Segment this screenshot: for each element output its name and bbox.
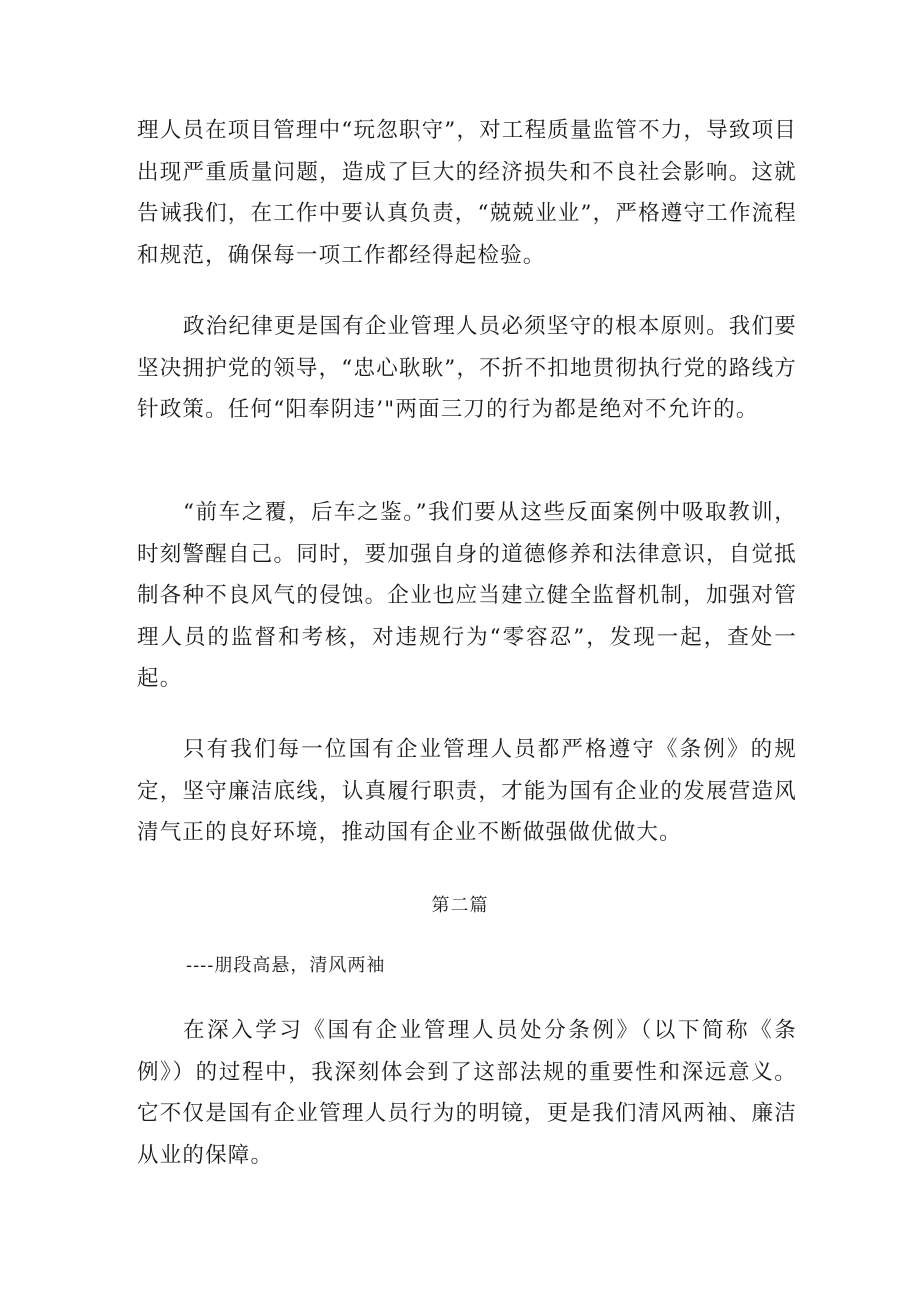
section-heading: 第二篇 (431, 895, 489, 916)
paragraph-political-discipline: 政治纪律更是国有企业管理人员必须坚守的根本原则。我们要坚决拥护党的领导，“忠心耿耿”，不折不扣地贯彻执行党的路线方针政策。任何“阳奉阴违’"两面三刀的行为都是绝对不允许的。 (137, 314, 797, 423)
paragraph-section-intro: 在深入学习《国有企业管理人员处分条例》（以下简称《条例》）的过程中，我深刻体会到了这部法规的重要性和深远意义。它不仅是国有企业管理人员行为的明镜，更是我们清风两袖、廉洁从业的保障。 (137, 1018, 797, 1168)
paragraph-conclusion: 只有我们每一位国有企业管理人员都严格遵守《条例》的规定，坚守廉洁底线，认真履行职责，才能为国有企业的发展营造风清气正的良好环境，推动国有企业不断做强做优做大。 (137, 737, 797, 846)
paragraph-lessons: “前车之覆，后车之鉴。”我们要从这些反面案例中吸取教训，时刻警醒自己。同时，要加强自身的道德修养和法律意识，自觉抵制各种不良风气的侵蚀。企业也应当建立健全监督机制，加强对管理人员的监督和考核，对违规行为“零容忍”，发现一起，查处一起。 (137, 500, 797, 692)
paragraph-continuation: 理人员在项目管理中“玩忽职守”，对工程质量监管不力，导致项目出现严重质量问题，造成了巨大的经济损失和不良社会影响。这就告诫我们，在工作中要认真负责，“兢兢业业”，严格遵守工作流程和规范，确保每一项工作都经得起检验。 (137, 118, 797, 268)
section-subtitle: ----朋段高悬，清风两袖 (186, 955, 386, 976)
